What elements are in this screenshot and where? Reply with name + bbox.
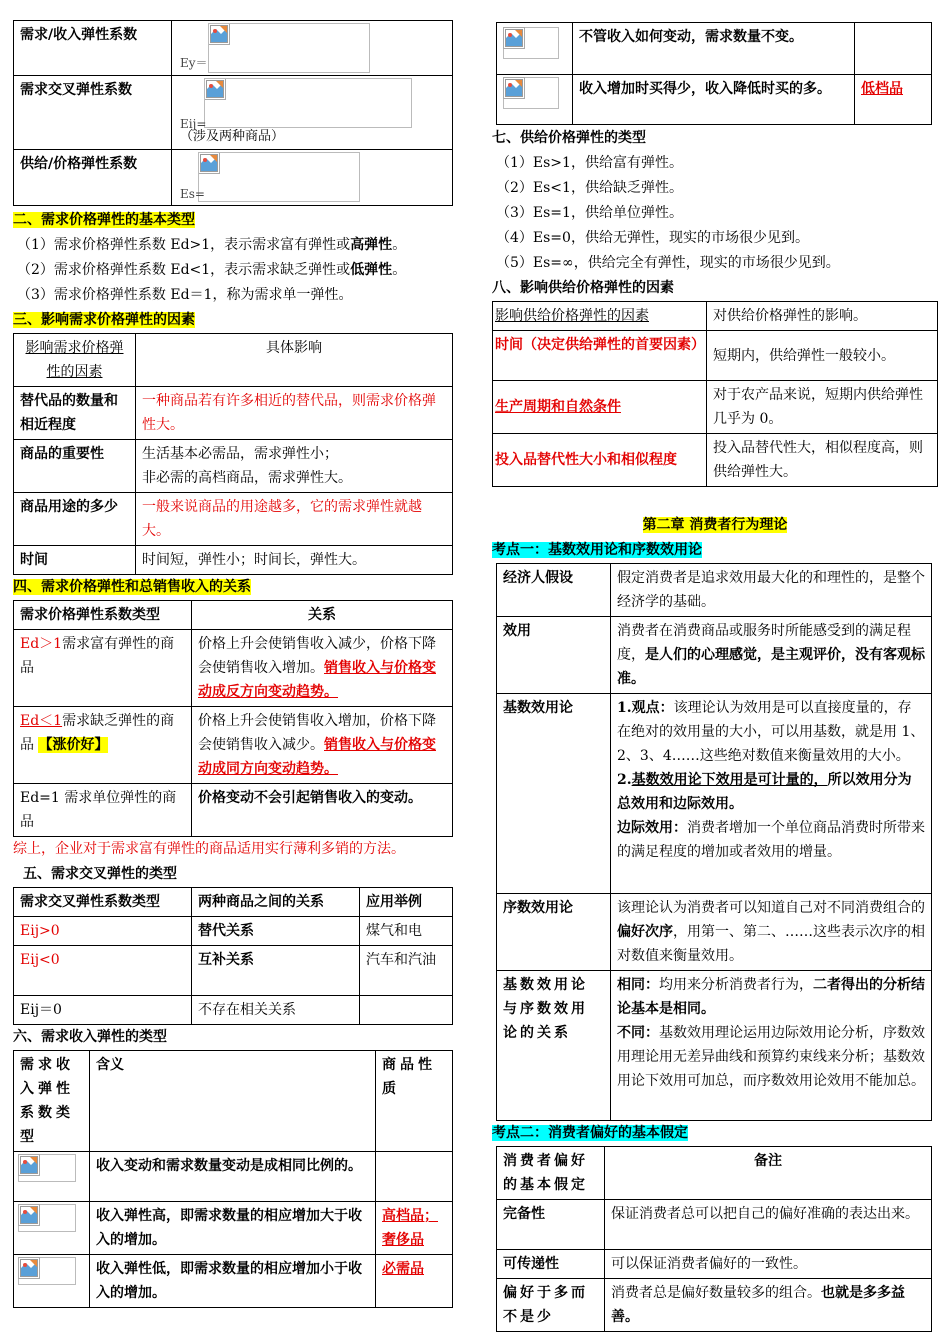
cross-elasticity-table bbox=[13, 887, 453, 1025]
formula-label: Eij= bbox=[180, 117, 207, 131]
table-cell: 投入品替代性大，相似程度高，则供给弹性大。 bbox=[707, 434, 938, 487]
list-item: （2）需求价格弹性系数 Ed<1，表示需求缺乏弹性或低弹性。 bbox=[17, 262, 407, 278]
table-header: 需求收入弹性系数类型 bbox=[14, 1051, 90, 1152]
table-cell: 对于农产品来说，短期内供给弹性几乎为 0。 bbox=[707, 381, 938, 434]
formula-cell bbox=[14, 1152, 90, 1202]
formula-label: Ey＝ bbox=[180, 56, 208, 70]
chapter-title: 第二章 消费者行为理论 bbox=[642, 517, 788, 533]
broken-image-icon bbox=[503, 27, 525, 49]
table-cell: 收入变动和需求数量变动是成相同比例的。 bbox=[90, 1152, 376, 1202]
section-title: 考点一：基数效用论和序数效用论 bbox=[492, 542, 702, 558]
table-cell: 投入品替代性大小和相似程度 bbox=[493, 434, 707, 487]
section-title: 考点二：消费者偏好的基本假定 bbox=[492, 1125, 688, 1141]
list-item: （1）Es>1，供给富有弹性。 bbox=[496, 155, 683, 171]
table-cell: 一种商品若有许多相近的替代品，则需求价格弹性大。 bbox=[136, 387, 453, 440]
table-cell: 高档品；奢侈品 bbox=[376, 1202, 453, 1255]
table-cell: 时间短，弹性小；时间长，弹性大。 bbox=[136, 546, 453, 575]
list-item: （5）Es=∞，供给完全有弹性，现实的市场很少见到。 bbox=[496, 255, 840, 271]
table-cell: 可以保证消费者偏好的一致性。 bbox=[605, 1250, 932, 1279]
list-item: （3）Es=1，供给单位弹性。 bbox=[496, 205, 683, 221]
table-header: 消费者偏好的基本假定 bbox=[497, 1147, 605, 1200]
table-cell: 价格变动不会引起销售收入的变动。 bbox=[192, 784, 453, 837]
formula-image-frame bbox=[204, 78, 412, 128]
table-cell: 1.观点：该理论认为效用是可以直接度量的，存在绝对的效用量的大小，可以用基数，就是用 1、2、3、4……这些绝对数值来衡量效用的大小。 2.基数效用论下效用是可计量的，所以效用分为总效用和边际效用。 边际效用：消费者增加一个单位商品消费时所带来的满足程度的增加或者效用的增量。 bbox=[611, 694, 932, 894]
table-cell: 低档品 bbox=[855, 75, 932, 125]
formula-name: 需求交叉弹性系数 bbox=[14, 76, 172, 150]
table-cell: 效用 bbox=[497, 617, 611, 694]
formula-cell bbox=[172, 150, 453, 206]
table-cell: Ed＞1需求富有弹性的商品 bbox=[14, 630, 192, 707]
table-cell: 消费者总是偏好数量较多的组合。也就是多多益善。 bbox=[605, 1279, 932, 1332]
income-elasticity-table-continued bbox=[496, 22, 932, 125]
broken-image-icon bbox=[18, 1154, 40, 1176]
table-cell: 收入弹性低，即需求数量的相应增加小于收入的增加。 bbox=[90, 1255, 376, 1308]
table-header: 含义 bbox=[90, 1051, 376, 1152]
table-cell: 收入增加时买得少，收入降低时买的多。 bbox=[573, 75, 855, 125]
formula-name: 供给/价格弹性系数 bbox=[14, 150, 172, 206]
table-header: 影响供给价格弹性的因素 bbox=[493, 302, 707, 331]
right-column bbox=[492, 22, 938, 1332]
table-cell: 不管收入如何变动，需求数量不变。 bbox=[573, 23, 855, 75]
section-title: 八、影响供给价格弹性的因素 bbox=[492, 280, 674, 296]
table-cell: 基数效用论 bbox=[497, 694, 611, 894]
table-cell: 汽车和汽油 bbox=[360, 946, 453, 996]
table-cell: 假定消费者是追求效用最大化的和理性的，是整个经济学的基础。 bbox=[611, 564, 932, 617]
table-header: 需求交叉弹性系数类型 bbox=[14, 888, 192, 917]
utility-theory-table bbox=[496, 563, 932, 1121]
table-header: 应用举例 bbox=[360, 888, 453, 917]
table-cell: 可传递性 bbox=[497, 1250, 605, 1279]
table-cell: 互补关系 bbox=[192, 946, 360, 996]
formula-image-frame bbox=[208, 23, 370, 73]
table-cell: 该理论认为消费者可以知道自己对不同消费组合的偏好次序，用第一、第二、……这些表示次序的相对数值来衡量效用。 bbox=[611, 894, 932, 971]
section-title: 四、需求价格弹性和总销售收入的关系 bbox=[13, 579, 251, 595]
list-item: （1）需求价格弹性系数 Ed>1，表示需求富有弹性或高弹性。 bbox=[17, 237, 407, 253]
table-cell: 煤气和电 bbox=[360, 917, 453, 946]
formula-note: （涉及两种商品） bbox=[180, 129, 285, 144]
factor-table bbox=[13, 333, 453, 575]
section-title: 五、需求交叉弹性的类型 bbox=[23, 866, 177, 882]
table-header: 商品性质 bbox=[376, 1051, 453, 1152]
elasticity-formula-table bbox=[13, 20, 453, 206]
table-cell: 经济人假设 bbox=[497, 564, 611, 617]
formula-cell bbox=[172, 76, 453, 150]
table-cell: 时间 bbox=[14, 546, 136, 575]
section-title: 三、影响需求价格弹性的因素 bbox=[13, 312, 195, 328]
table-header: 关系 bbox=[192, 601, 453, 630]
table-cell bbox=[376, 1152, 453, 1202]
table-header: 两种商品之间的关系 bbox=[192, 888, 360, 917]
table-cell: 替代关系 bbox=[192, 917, 360, 946]
table-cell: 价格上升会使销售收入减少，价格下降会使销售收入增加。销售收入与价格变动成反方向变动趋势。 bbox=[192, 630, 453, 707]
formula-cell bbox=[14, 1255, 90, 1308]
table-cell: 商品用途的多少 bbox=[14, 493, 136, 546]
table-cell: 一般来说商品的用途越多，它的需求弹性就越大。 bbox=[136, 493, 453, 546]
table-header: 影响需求价格弹性的因素 bbox=[14, 334, 136, 387]
section-title: 七、供给价格弹性的类型 bbox=[492, 130, 646, 146]
table-cell: Ed＜1需求缺乏弹性的商品 【涨价好】 bbox=[14, 707, 192, 784]
formula-cell bbox=[497, 75, 573, 125]
broken-image-icon bbox=[503, 77, 525, 99]
table-header: 对供给价格弹性的影响。 bbox=[707, 302, 938, 331]
formula-label: Es= bbox=[180, 187, 205, 201]
table-cell: Eij<0 bbox=[14, 946, 192, 996]
table-cell: 不存在相关关系 bbox=[192, 996, 360, 1025]
section-title: 六、需求收入弹性的类型 bbox=[13, 1029, 167, 1045]
table-cell: 相同：均用来分析消费者行为，二者得出的分析结论基本是相同。 不同：基数效用理论运用边际效用论分析，序数效用理论用无差异曲线和预算约束线来分析；基数效用论下效用可加总，而序数效用论效用不能加总。 bbox=[611, 971, 932, 1121]
list-item: （4）Es=0，供给无弹性，现实的市场很少见到。 bbox=[496, 230, 809, 246]
list-item: （2）Es<1，供给缺乏弹性。 bbox=[496, 180, 683, 196]
table-cell: 时间（决定供给弹性的首要因素） bbox=[493, 331, 707, 381]
revenue-table bbox=[13, 600, 453, 837]
table-cell: 基数效用论与序数效用论的关系 bbox=[497, 971, 611, 1121]
table-cell: 收入弹性高，即需求数量的相应增加大于收入的增加。 bbox=[90, 1202, 376, 1255]
table-cell: 序数效用论 bbox=[497, 894, 611, 971]
preference-table bbox=[496, 1146, 932, 1332]
table-cell: Eij＝0 bbox=[14, 996, 192, 1025]
table-cell: 偏好于多而不是少 bbox=[497, 1279, 605, 1332]
formula-cell bbox=[14, 1202, 90, 1255]
table-cell: 生活基本必需品，需求弹性小； 非必需的高档商品，需求弹性大。 bbox=[136, 440, 453, 493]
table-header: 备注 bbox=[605, 1147, 932, 1200]
income-elasticity-table bbox=[13, 1050, 453, 1308]
table-cell bbox=[855, 23, 932, 75]
table-cell: 完备性 bbox=[497, 1200, 605, 1250]
supply-factor-table bbox=[492, 301, 938, 487]
formula-cell bbox=[172, 21, 453, 76]
table-header: 具体影响 bbox=[136, 334, 453, 387]
table-cell: 商品的重要性 bbox=[14, 440, 136, 493]
formula-image-frame bbox=[198, 152, 360, 202]
table-header: 需求价格弹性系数类型 bbox=[14, 601, 192, 630]
left-column bbox=[13, 20, 453, 1308]
table-cell: 价格上升会使销售收入增加，价格下降会使销售收入减少。销售收入与价格变动成同方向变动趋势。 bbox=[192, 707, 453, 784]
table-cell: Ed=1 需求单位弹性的商品 bbox=[14, 784, 192, 837]
table-cell: Eij>0 bbox=[14, 917, 192, 946]
broken-image-icon bbox=[18, 1257, 40, 1279]
table-cell: 必需品 bbox=[376, 1255, 453, 1308]
section-title: 二、需求价格弹性的基本类型 bbox=[13, 212, 195, 228]
table-cell bbox=[360, 996, 453, 1025]
formula-name: 需求/收入弹性系数 bbox=[14, 21, 172, 76]
table-cell: 保证消费者总可以把自己的偏好准确的表达出来。 bbox=[605, 1200, 932, 1250]
table-cell: 短期内，供给弹性一般较小。 bbox=[707, 331, 938, 381]
table-cell: 替代品的数量和相近程度 bbox=[14, 387, 136, 440]
table-cell: 消费者在消费商品或服务时所能感受到的满足程度，是人们的心理感觉，是主观评价，没有客观标准。 bbox=[611, 617, 932, 694]
summary-text: 综上，企业对于需求富有弹性的商品适用实行薄利多销的方法。 bbox=[13, 841, 405, 857]
broken-image-icon bbox=[18, 1204, 40, 1226]
table-cell: 生产周期和自然条件 bbox=[493, 381, 707, 434]
list-item: （3）需求价格弹性系数 Ed＝1，称为需求单一弹性。 bbox=[17, 287, 353, 303]
formula-cell bbox=[497, 23, 573, 75]
